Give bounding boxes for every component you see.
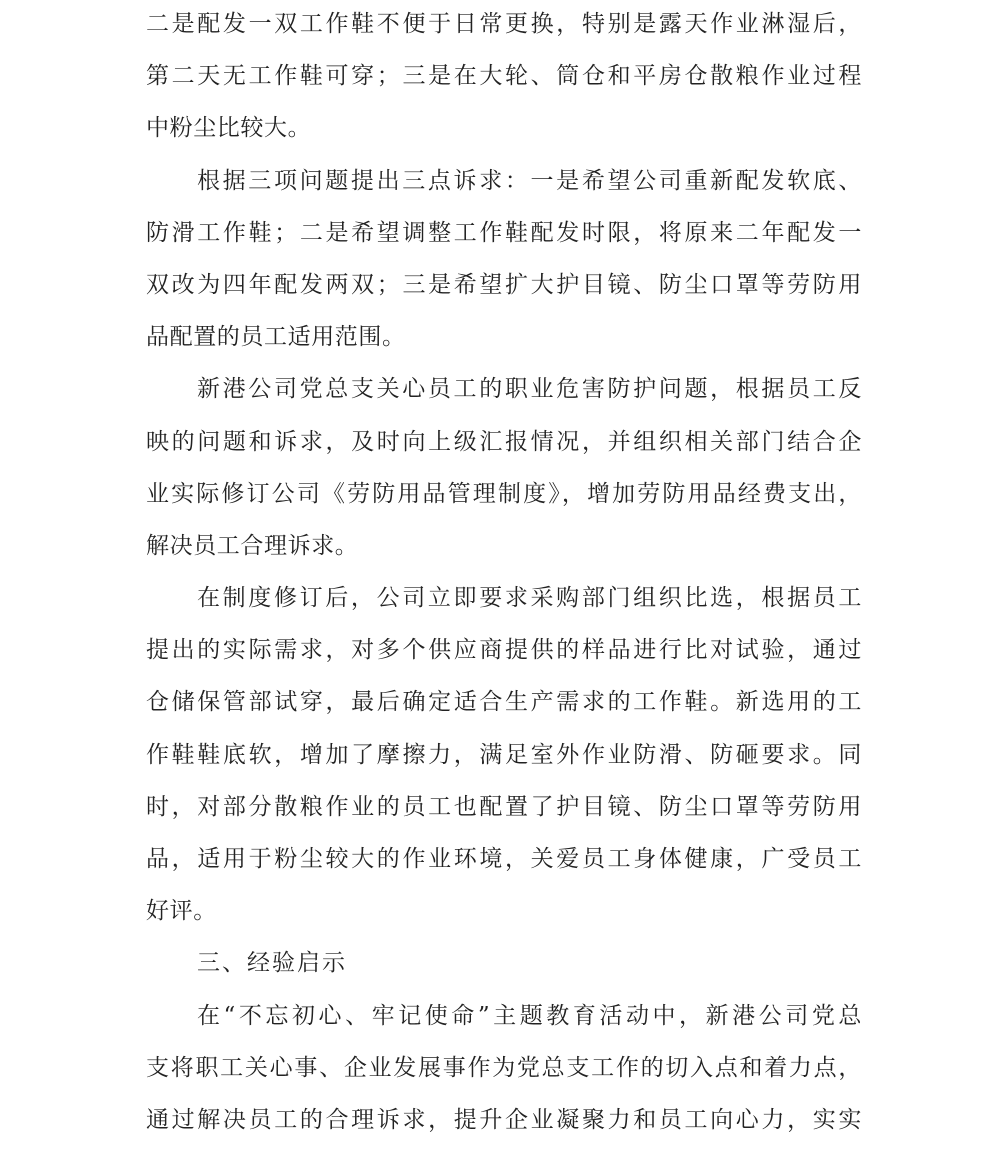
- text-line: 解决员工合理诉求。: [146, 532, 359, 559]
- paragraph-first-line: 在“不忘初心、牢记使命”主题教育活动中，新港公司党总: [197, 1002, 862, 1029]
- text-line: 第二天无工作鞋可穿；三是在大轮、筒仓和平房仓散粮作业过程: [146, 63, 862, 90]
- text-line: 二是配发一双工作鞋不便于日常更换，特别是露天作业淋湿后，: [146, 11, 862, 37]
- text-line: 映的问题和诉求，及时向上级汇报情况，并组织相关部门结合企: [146, 428, 862, 455]
- text-line: 业实际修订公司《劳防用品管理制度》，增加劳防用品经费支出，: [146, 480, 862, 507]
- text-line: 通过解决员工的合理诉求，提升企业凝聚力和员工向心力，实实: [146, 1106, 862, 1133]
- text-line: 双改为四年配发两双；三是希望扩大护目镜、防尘口罩等劳防用: [146, 271, 862, 298]
- text-line: 仓储保管部试穿，最后确定适合生产需求的工作鞋。新选用的工: [146, 689, 862, 716]
- text-line: 作鞋鞋底软，增加了摩擦力，满足室外作业防滑、防砸要求。同: [146, 741, 862, 768]
- text-line: 品配置的员工适用范围。: [146, 324, 406, 351]
- document-body: [146, 0, 862, 1146]
- paragraph-first-line: 新港公司党总支关心员工的职业危害防护问题，根据员工反: [197, 376, 862, 403]
- text-line: 提出的实际需求，对多个供应商提供的样品进行比对试验，通过: [146, 637, 862, 664]
- text-line: 好评。: [146, 898, 217, 925]
- text-line: 支将职工关心事、企业发展事作为党总支工作的切入点和着力点，: [146, 1054, 862, 1081]
- paragraph-first-line: 根据三项问题提出三点诉求：一是希望公司重新配发软底、: [197, 167, 862, 194]
- text-line: 中粉尘比较大。: [146, 115, 312, 142]
- paragraph-first-line: 在制度修订后，公司立即要求采购部门组织比选，根据员工: [197, 585, 862, 612]
- text-line: 防滑工作鞋；二是希望调整工作鞋配发时限，将原来二年配发一: [146, 219, 862, 246]
- text-line: 时，对部分散粮作业的员工也配置了护目镜、防尘口罩等劳防用: [146, 793, 862, 820]
- section-heading: 三、经验启示: [197, 950, 347, 977]
- text-line: 品，适用于粉尘较大的作业环境，关爱员工身体健康，广受员工: [146, 846, 862, 872]
